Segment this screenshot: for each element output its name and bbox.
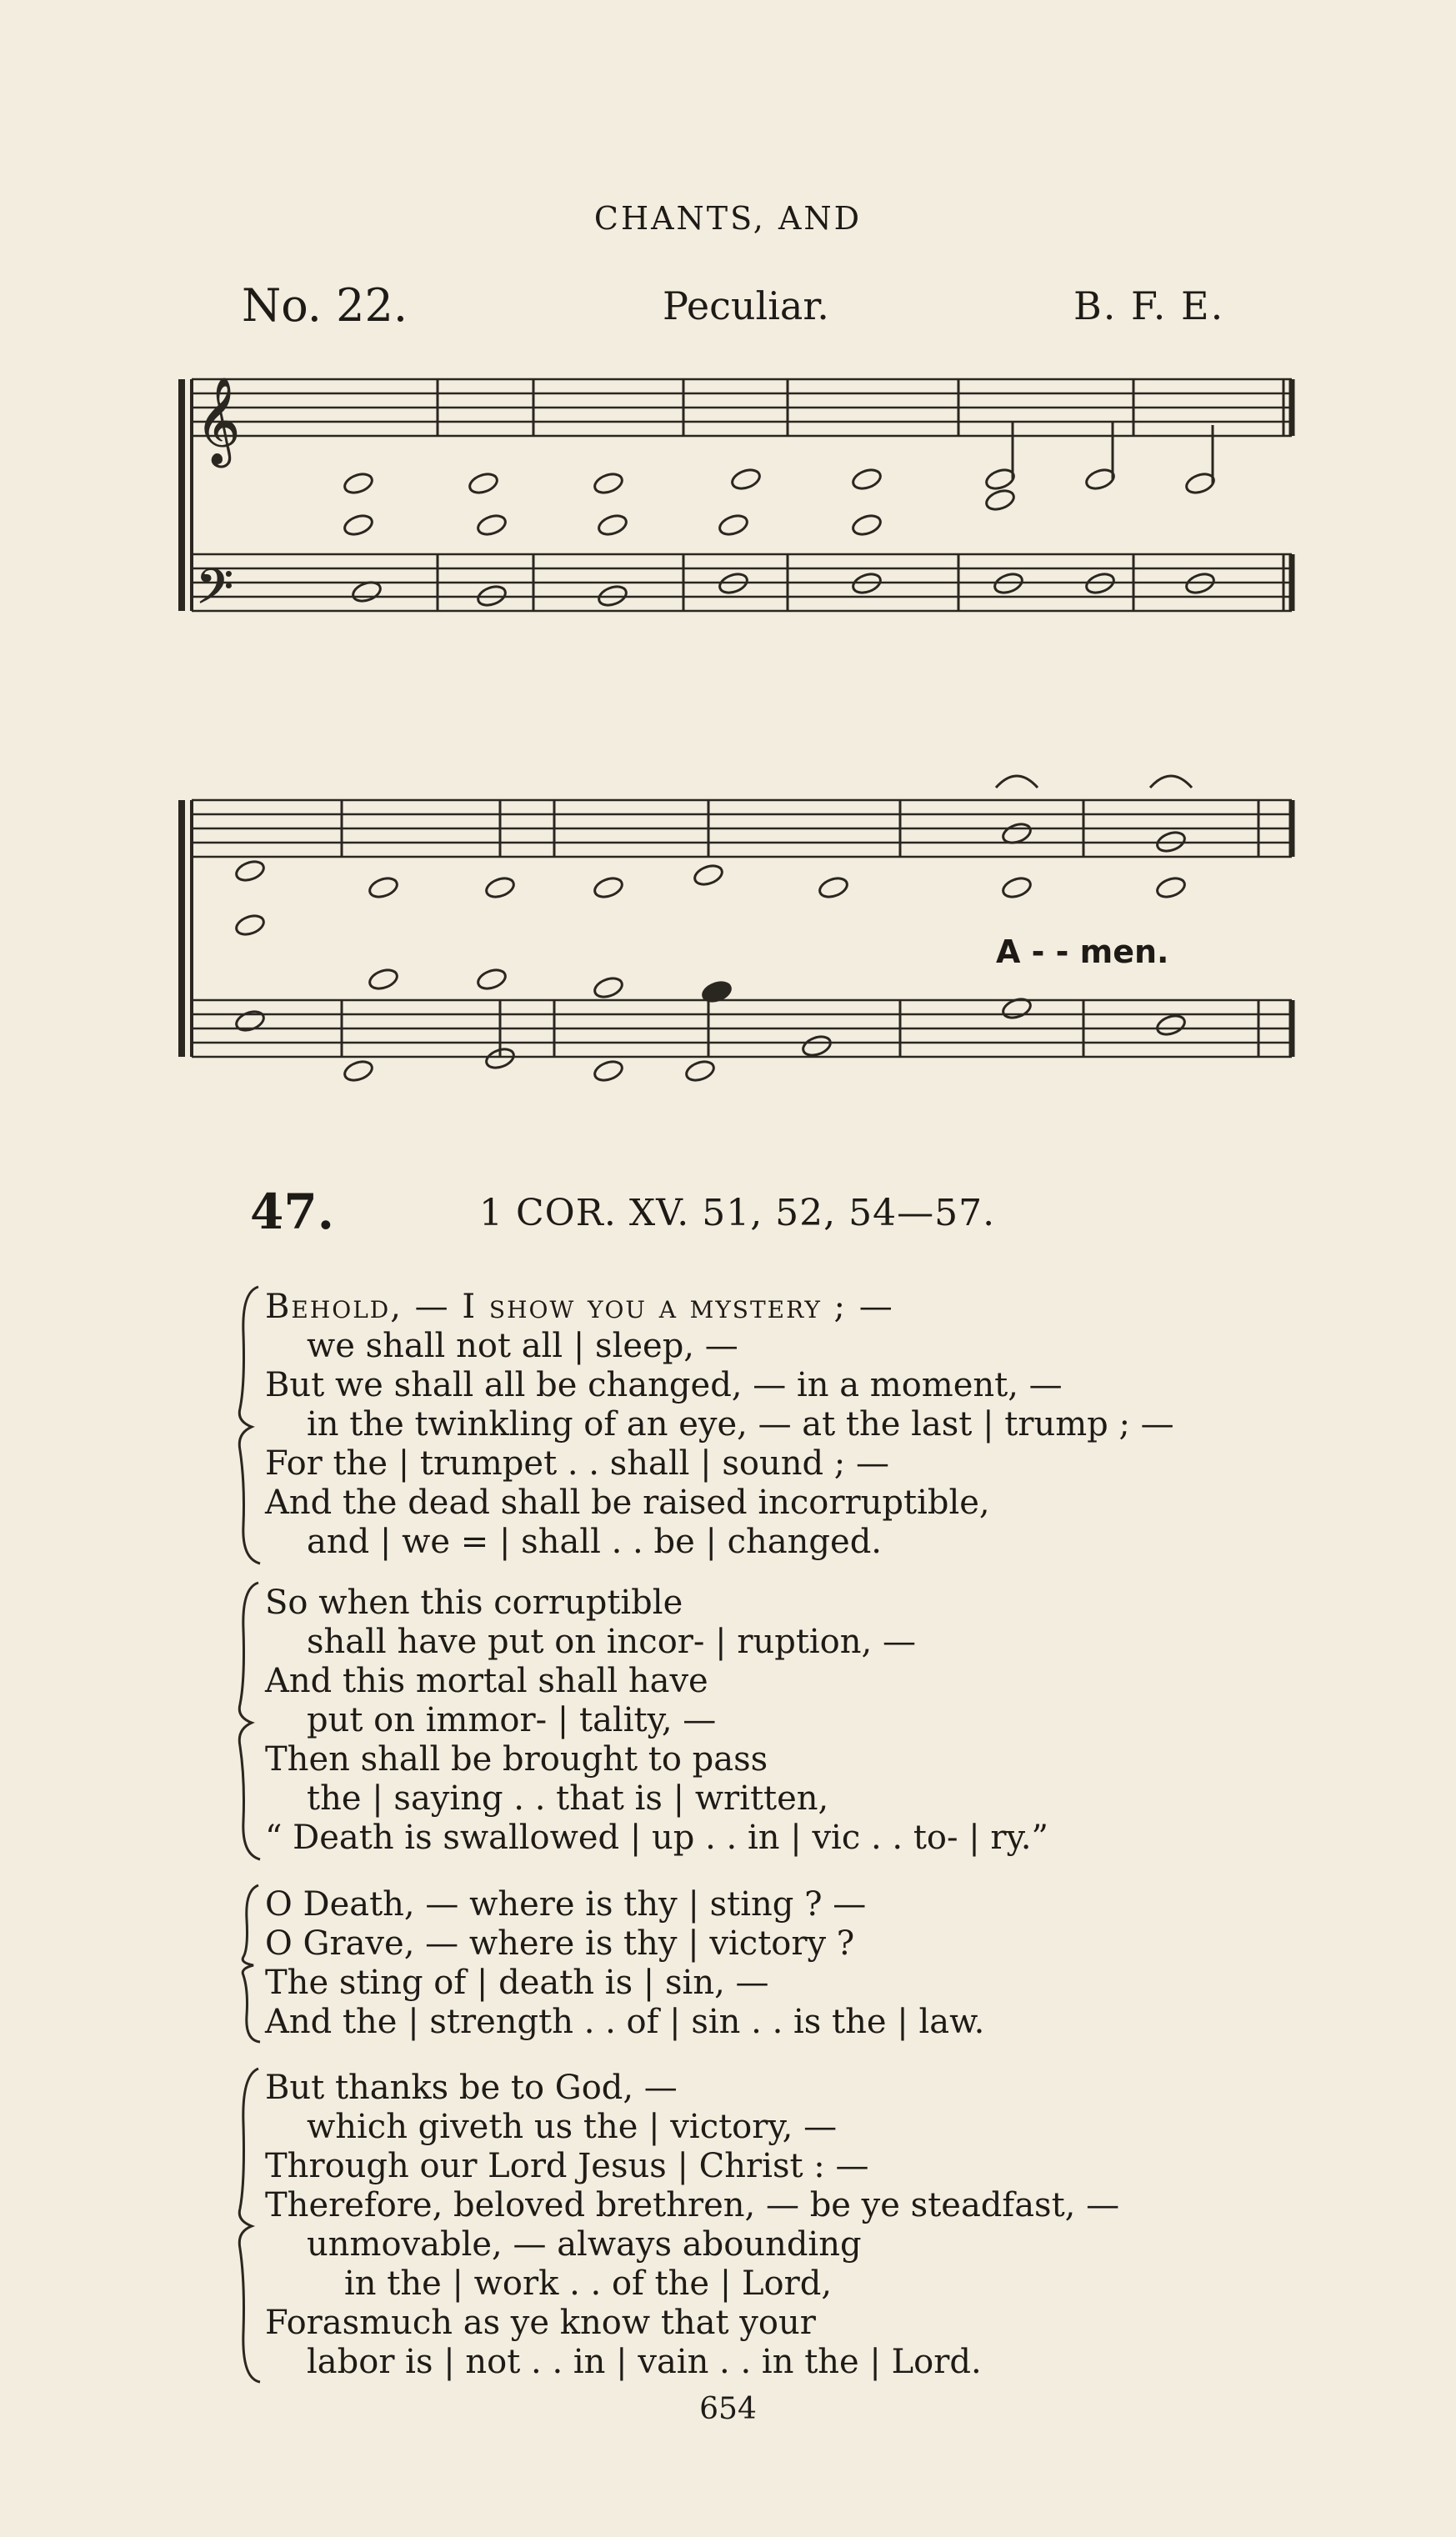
bass-clef-icon: 𝄢 bbox=[196, 558, 234, 627]
verse-line: Forasmuch as ye know that your bbox=[265, 2304, 816, 2342]
verse-line: “ Death is swallowed | up . . in | vic . . to- | ry.” bbox=[265, 1819, 1048, 1857]
stanza-3 bbox=[265, 1885, 984, 2042]
verse-line: But we shall all be changed, — in a moment, — bbox=[265, 1366, 1063, 1404]
verse-line: O Death, — where is thy | sting ? — bbox=[265, 1885, 867, 1924]
verse-line: and | we = | shall . . be | changed. bbox=[307, 1523, 883, 1561]
fermata-icon bbox=[996, 776, 1038, 788]
stanza-1 bbox=[265, 1288, 1174, 1562]
brace-icon bbox=[232, 2065, 265, 2385]
note-head bbox=[343, 1058, 375, 1083]
brace-icon bbox=[232, 1284, 265, 1567]
note-head bbox=[1155, 875, 1188, 900]
verse-line: the | saying . . that is | written, bbox=[307, 1779, 829, 1818]
verse-line: And this mortal shall have bbox=[265, 1662, 708, 1700]
note-head bbox=[484, 1046, 517, 1071]
verse-line: in the twinkling of an eye, — at the last | trump ; — bbox=[307, 1405, 1174, 1444]
verse-line: unmovable, — always abounding bbox=[307, 2225, 862, 2264]
note-head bbox=[343, 513, 375, 538]
verse-line: Behold, — I show you a mystery ; — bbox=[265, 1288, 894, 1326]
note-head bbox=[468, 471, 500, 496]
note-head bbox=[718, 513, 750, 538]
note-head bbox=[234, 1008, 267, 1033]
fermata-icon bbox=[1150, 776, 1192, 788]
note-head bbox=[593, 875, 625, 900]
treble-clef-icon: 𝄞 bbox=[196, 377, 241, 464]
chant-number: 47. bbox=[250, 1183, 334, 1240]
verse-line: For the | trumpet . . shall | sound ; — bbox=[265, 1444, 889, 1483]
verse-line: So when this corruptible bbox=[265, 1584, 683, 1622]
note-head bbox=[730, 467, 763, 492]
note-head bbox=[684, 1058, 717, 1083]
brace-icon bbox=[233, 1882, 267, 2045]
stanza-4 bbox=[265, 2069, 1119, 2382]
note-head bbox=[368, 967, 400, 992]
note-head bbox=[343, 471, 375, 496]
tune-composer: B. F. E. bbox=[1073, 283, 1225, 328]
note-head bbox=[693, 863, 725, 888]
scripture-reference: 1 COR. XV. 51, 52, 54—57. bbox=[479, 1192, 996, 1234]
note-head bbox=[801, 1033, 833, 1058]
verse-line: And the dead shall be raised incorruptible, bbox=[265, 1484, 990, 1522]
verse-line: Through our Lord Jesus | Christ : — bbox=[265, 2147, 869, 2185]
note-head bbox=[476, 513, 508, 538]
note-head bbox=[984, 488, 1017, 513]
tune-number: No. 22. bbox=[242, 279, 408, 332]
brace-icon bbox=[232, 1579, 265, 1863]
page-number: 654 bbox=[699, 2392, 757, 2426]
note-head bbox=[818, 875, 850, 900]
verse-line: And the | strength . . of | sin . . is the | law. bbox=[265, 2003, 985, 2041]
running-head: CHANTS, AND bbox=[593, 200, 863, 237]
verse-line: Then shall be brought to pass bbox=[265, 1740, 768, 1779]
verse-line: put on immor- | tality, — bbox=[307, 1701, 717, 1739]
note-head bbox=[851, 513, 883, 538]
verse-line: Therefore, beloved brethren, — be ye steadfast, — bbox=[265, 2186, 1120, 2224]
verse-line: O Grave, — where is thy | victory ? bbox=[265, 1924, 855, 1963]
note-head bbox=[368, 875, 400, 900]
note-head bbox=[1155, 1013, 1188, 1038]
music-score bbox=[0, 0, 1456, 1133]
note-head bbox=[484, 875, 517, 900]
note-head bbox=[234, 858, 267, 883]
note-head bbox=[1001, 875, 1033, 900]
verse-line: in the | work . . of the | Lord, bbox=[344, 2264, 833, 2303]
note-head bbox=[851, 467, 883, 492]
note-head bbox=[593, 471, 625, 496]
note-head bbox=[234, 913, 267, 938]
amen-lyric: A - - men. bbox=[996, 933, 1169, 970]
stanza-2 bbox=[265, 1584, 1048, 1858]
verse-line: But thanks be to God, — bbox=[265, 2069, 678, 2107]
verse-line: shall have put on incor- | ruption, — bbox=[307, 1623, 916, 1661]
note-head bbox=[593, 975, 625, 1000]
tune-meter: Peculiar. bbox=[663, 283, 829, 328]
verse-line: we shall not all | sleep, — bbox=[307, 1327, 738, 1365]
note-head bbox=[476, 967, 508, 992]
note-head bbox=[593, 1058, 625, 1083]
verse-line: The sting of | death is | sin, — bbox=[265, 1964, 769, 2002]
verse-line: which giveth us the | victory, — bbox=[307, 2108, 838, 2146]
note-head bbox=[597, 513, 629, 538]
verse-line: labor is | not . . in | vain . . in the | Lord. bbox=[307, 2343, 982, 2381]
